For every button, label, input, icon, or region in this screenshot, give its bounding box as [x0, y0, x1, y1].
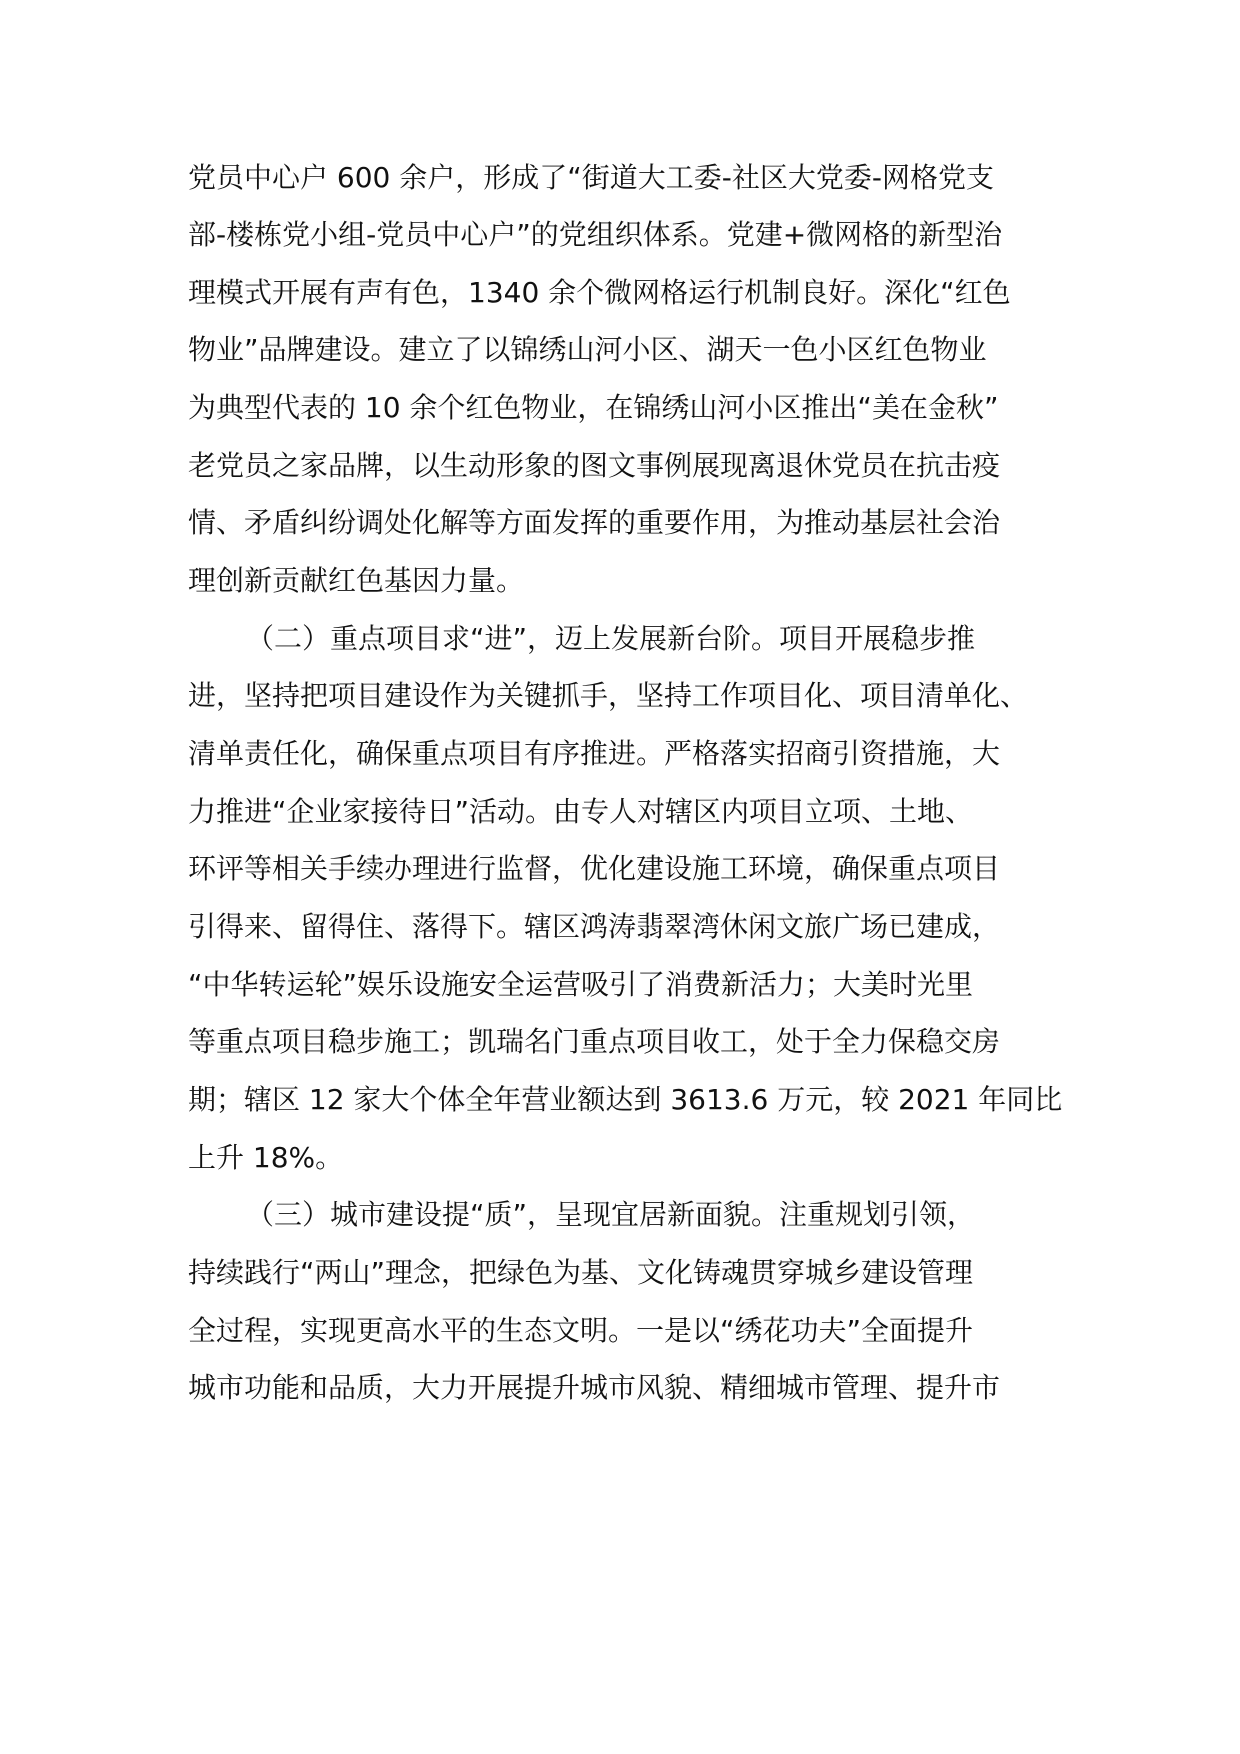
text-line: 情、矛盾纠纷调处化解等方面发挥的重要作用，为推动基层社会治: [188, 506, 1001, 539]
text-line: 引得来、留得住、落得下。辖区鸿涛翡翠湾休闲文旅广场已建成，: [188, 910, 1001, 943]
text-line: 进，坚持把项目建设作为关键抓手，坚持工作项目化、项目清单化、: [188, 679, 1029, 712]
text-line: 清单责任化，确保重点项目有序推进。严格落实招商引资措施，大: [188, 737, 1001, 770]
section-heading-line: （二）重点项目求“进”，迈上发展新台阶。项目开展稳步推: [246, 622, 976, 655]
text-line: 党员中心户 600 余户，形成了“街道大工委-社区大党委-网格党支: [188, 161, 994, 194]
text-line: 全过程，实现更高水平的生态文明。一是以“绣花功夫”全面提升: [188, 1314, 974, 1347]
text-line: 环评等相关手续办理进行监督，优化建设施工环境，确保重点项目: [188, 852, 1001, 885]
text-line: 理模式开展有声有色，1340 余个微网格运行机制良好。深化“红色: [188, 276, 1011, 309]
text-line: 上升 18%。: [188, 1141, 344, 1174]
text-line: 理创新贡献红色基因力量。: [188, 564, 525, 597]
text-line: 力推进“企业家接待日”活动。由专人对辖区内项目立项、土地、: [188, 795, 974, 828]
text-line: 为典型代表的 10 余个红色物业，在锦绣山河小区推出“美在金秋”: [188, 391, 999, 424]
text-line: 部-楼栋党小组-党员中心户”的党组织体系。党建+微网格的新型治: [188, 218, 1003, 251]
text-line: 物业”品牌建设。建立了以锦绣山河小区、湖天一色小区红色物业: [188, 333, 987, 366]
text-line: 持续践行“两山”理念，把绿色为基、文化铸魂贯穿城乡建设管理: [188, 1256, 974, 1289]
text-line: 等重点项目稳步施工；凯瑞名门重点项目收工，处于全力保稳交房: [188, 1025, 1001, 1058]
text-line: 城市功能和品质，大力开展提升城市风貌、精细城市管理、提升市: [188, 1371, 1001, 1404]
text-line: “中华转运轮”娱乐设施安全运营吸引了消费新活力；大美时光里: [188, 968, 974, 1001]
text-line: 老党员之家品牌，以生动形象的图文事例展现离退休党员在抗击疫: [188, 449, 1001, 482]
text-line: 期；辖区 12 家大个体全年营业额达到 3613.6 万元，较 2021 年同比: [188, 1083, 1063, 1116]
section-heading-line: （三）城市建设提“质”，呈现宜居新面貌。注重规划引领，: [246, 1198, 976, 1231]
